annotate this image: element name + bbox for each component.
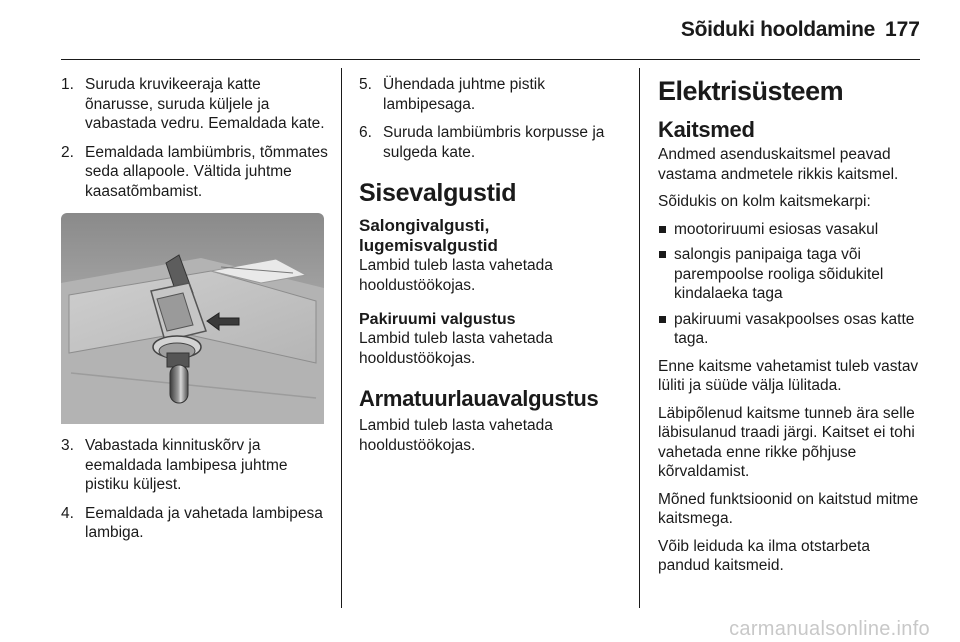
step-number: 1. xyxy=(61,76,74,93)
list-item-text: salongis panipaiga taga või parempoolse rooliga sõidukitel kindalaeka taga xyxy=(674,246,884,302)
column-divider-2 xyxy=(639,68,640,608)
section-heading-elektrisusteem: Elektrisüsteem xyxy=(658,76,844,106)
subheading-line-1: Salongivalgusti, xyxy=(359,216,490,235)
paragraph: Sõidukis on kolm kaitsmekarpi: xyxy=(658,193,871,210)
paragraph: Mõned funktsioonid on kaitstud mitme kaitsmega. xyxy=(658,490,919,527)
list-item xyxy=(658,245,924,304)
header-rule xyxy=(61,59,920,60)
step-text: Suruda kruvikeeraja katte õnarusse, suruda küljele ja vabastada vedru. Eemaldada kate. xyxy=(85,76,325,132)
step-text: Ühendada juhtme pistik lambipesaga. xyxy=(383,76,545,113)
step-text: Suruda lambiümbris korpusse ja sulgeda kate. xyxy=(383,124,605,161)
subheading-pakiruumi: Pakiruumi valgustus xyxy=(359,311,516,328)
list-item xyxy=(61,75,331,134)
lamp-socket-photo xyxy=(61,213,324,424)
list-item xyxy=(61,436,331,495)
paragraph: Võib leiduda ka ilma otstarbeta pandud kaitsmeid. xyxy=(658,537,870,574)
paragraph: Lambid tuleb lasta vahetada hooldustöökojas. xyxy=(359,257,553,294)
step-number: 2. xyxy=(61,143,74,161)
list-item xyxy=(61,504,331,543)
paragraph: Andmed asenduskaitsmel peavad vastama andmetele rikkis kaitsmel. xyxy=(658,146,899,183)
column-divider-1 xyxy=(341,68,342,608)
section-heading-armatuurlauavalgustus: Armatuurlauavalgustus xyxy=(359,386,599,411)
list-item xyxy=(359,123,624,162)
paragraph: Läbipõlenud kaitsme tunneb ära selle läbisulanud traadi järgi. Kaitset ei tohi vahetada enne rikke põhjuse kõrvaldamist. xyxy=(658,404,915,480)
list-item xyxy=(658,220,924,240)
list-item xyxy=(658,310,924,349)
list-item-text: pakiruumi vasakpoolses osas katte taga. xyxy=(674,310,915,347)
page-header-title: Sõiduki hooldamine xyxy=(680,18,875,41)
subheading-kaitsmed: Kaitsmed xyxy=(658,117,755,142)
watermark: carmanualsonline.info xyxy=(729,618,930,640)
list-item xyxy=(61,143,331,202)
column-1 xyxy=(61,75,331,552)
step-text: Vabastada kinnituskõrv ja eemaldada lambipesa juhtme pistiku küljest. xyxy=(85,437,288,493)
steps-list-a xyxy=(61,75,331,201)
list-item xyxy=(359,75,624,114)
subheading-salongivalgusti xyxy=(359,216,624,256)
section-heading-sisevalgustid: Sisevalgustid xyxy=(359,179,517,207)
bullet-square-icon xyxy=(659,316,666,323)
steps-list-b xyxy=(61,436,331,543)
bullet-square-icon xyxy=(659,226,666,233)
paragraph: Enne kaitsme vahetamist tuleb vastav lüliti ja süüde välja lülitada. xyxy=(658,357,919,394)
fuse-box-list xyxy=(658,220,924,349)
subheading-line-2: lugemisvalgustid xyxy=(359,236,498,255)
step-text: Eemaldada lambiümbris, tõmmates seda allapoole. Vältida juhtme kaasatõmbamist. xyxy=(85,143,328,200)
bullet-square-icon xyxy=(659,251,666,258)
step-number: 4. xyxy=(61,504,74,522)
step-number: 6. xyxy=(359,124,372,141)
page-number: 177 xyxy=(884,18,920,41)
steps-list-c xyxy=(359,75,624,162)
step-number: 3. xyxy=(61,437,74,454)
paragraph: Lambid tuleb lasta vahetada hooldustöökojas. xyxy=(359,330,553,367)
step-number: 5. xyxy=(359,76,372,93)
column-3 xyxy=(658,75,924,584)
step-text: Eemaldada ja vahetada lambipesa lambiga. xyxy=(85,504,323,541)
paragraph: Lambid tuleb lasta vahetada hooldustöökojas. xyxy=(359,417,553,454)
column-2 xyxy=(359,75,624,463)
list-item-text: mootoriruumi esiosas vasakul xyxy=(674,220,879,238)
